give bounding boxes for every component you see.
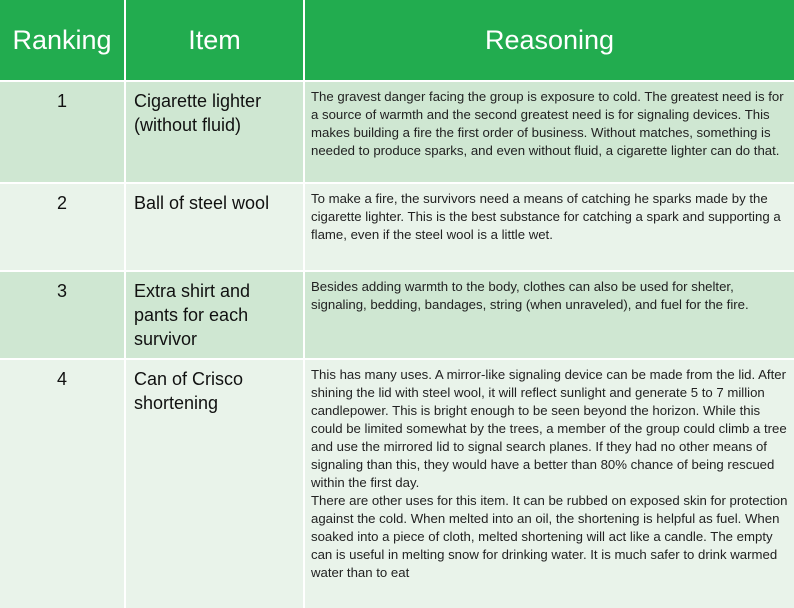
- header-row: [0, 0, 794, 81]
- item-cell: Ball of steel wool: [125, 183, 304, 271]
- rank-cell: 3: [0, 271, 125, 359]
- rank-cell: 2: [0, 183, 125, 271]
- table-row: [0, 81, 794, 183]
- header-ranking: Ranking: [0, 0, 125, 81]
- header-item: Item: [125, 0, 304, 81]
- rank-cell: 1: [0, 81, 125, 183]
- reasoning-cell: [304, 359, 794, 608]
- table-row: [0, 359, 794, 608]
- item-cell: Cigarette lighter (without fluid): [125, 81, 304, 183]
- rank-cell: 4: [0, 359, 125, 608]
- item-cell: Extra shirt and pants for each survivor: [125, 271, 304, 359]
- reasoning-cell: Besides adding warmth to the body, clothes can also be used for shelter, signaling, bedding, bandages, string (when unraveled), and fuel for the fire.: [304, 271, 794, 359]
- table-row: [0, 183, 794, 271]
- reasoning-paragraph: This has many uses. A mirror-like signaling device can be made from the lid. After shining the lid with steel wool, it will reflect sunlight and generate 5 to 7 million candlepower. This is bright enough to be seen beyond the horizon. While this could be limited somewhat by the trees, a member of the group could climb a tree and use the mirrored lid to signal search planes. If they had no other means of signaling than this, they would have a better than 80% chance of being rescued within the first day.: [311, 367, 787, 490]
- reasoning-cell: To make a fire, the survivors need a means of catching he sparks made by the cigarette lighter. This is the best substance for catching a spark and supporting a flame, even if the steel wool is a little wet.: [304, 183, 794, 271]
- item-cell: Can of Crisco shortening: [125, 359, 304, 608]
- table-row: [0, 271, 794, 359]
- header-reasoning: Reasoning: [304, 0, 794, 81]
- reasoning-paragraph: There are other uses for this item. It can be rubbed on exposed skin for protection against the cold. When melted into an oil, the shortening is helpful as fuel. When soaked into a piece of cloth, melted shortening will act like a candle. The empty can is useful in melting snow for drinking water. It is much safer to drink warmed water than to eat: [311, 493, 788, 580]
- reasoning-cell: The gravest danger facing the group is exposure to cold. The greatest need is for a source of warmth and the second greatest need is for signaling devices. This makes building a fire the first order of business. Without matches, something is needed to produce sparks, and even without fluid, a cigarette lighter can do that.: [304, 81, 794, 183]
